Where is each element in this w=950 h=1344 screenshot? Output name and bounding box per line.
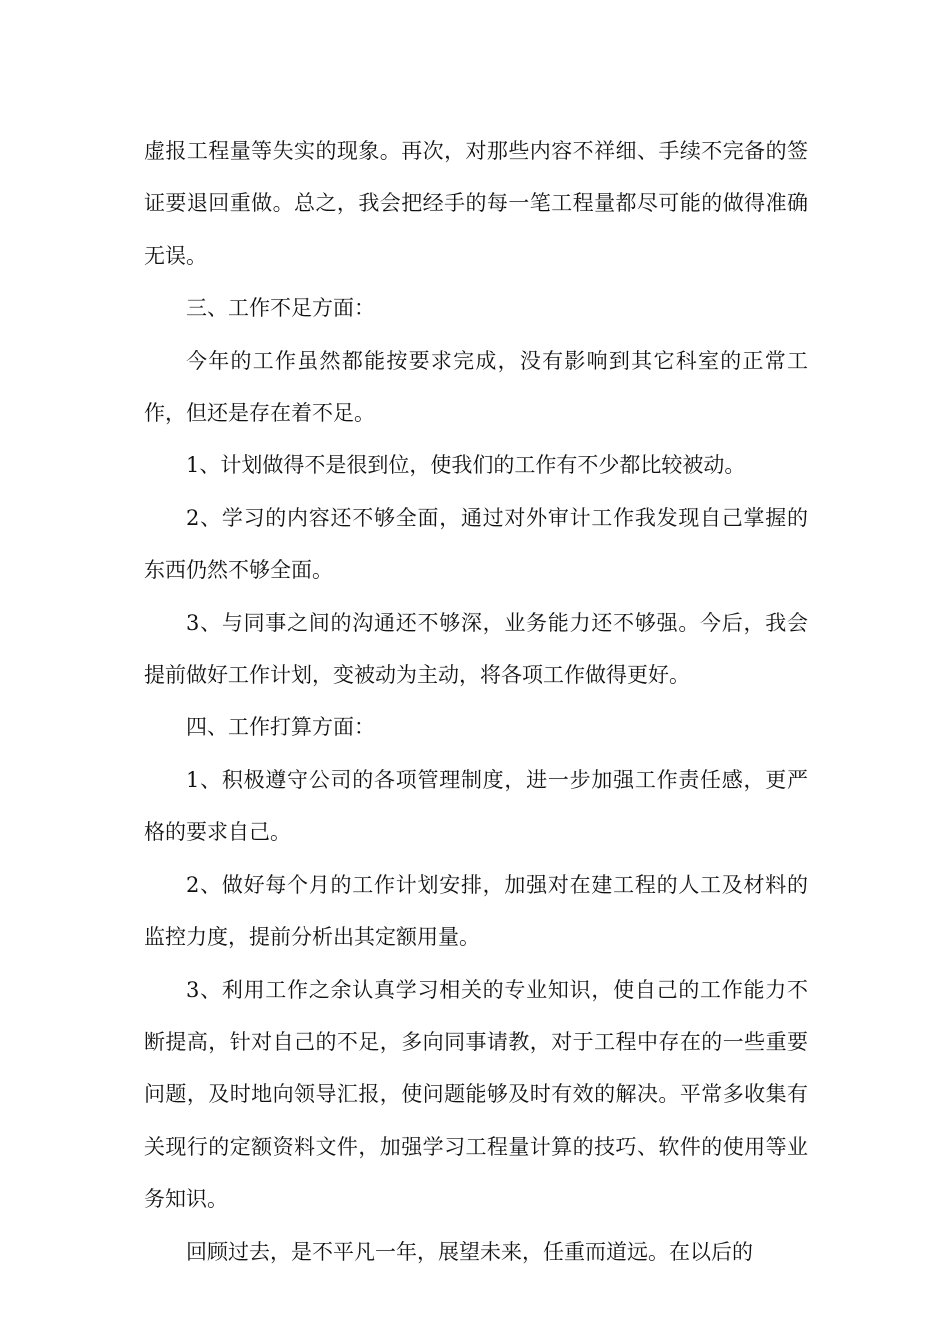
- section-heading-plans: 四、工作打算方面：: [186, 715, 375, 740]
- paragraph-continuation: 虚报工程量等失实的现象。再次，对那些内容不祥细、手续不完备的签证要退回重做。总之，我会把经手的每一笔工程量都尽可能的做得准确无误。: [144, 139, 808, 268]
- list-item-shortcoming-2: 2、学习的内容还不够全面，通过对外审计工作我发现自己掌握的东西仍然不够全面。: [144, 505, 808, 583]
- list-item-shortcoming-3: 3、与同事之间的沟通还不够深，业务能力还不够强。今后，我会提前做好工作计划，变被动为主动，将各项工作做得更好。: [144, 610, 808, 688]
- section-heading-shortcomings: 三、工作不足方面：: [186, 296, 375, 321]
- document-body: [144, 125, 808, 1278]
- list-item-plan-1: 1、积极遵守公司的各项管理制度，进一步加强工作责任感，更严格的要求自己。: [144, 767, 808, 845]
- list-item-shortcoming-1: 1、计划做得不是很到位，使我们的工作有不少都比较被动。: [186, 453, 746, 478]
- paragraph-conclusion: 回顾过去，是不平凡一年，展望未来，任重而道远。在以后的: [186, 1239, 753, 1264]
- list-item-plan-2: 2、做好每个月的工作计划安排，加强对在建工程的人工及材料的监控力度，提前分析出其定额用量。: [144, 872, 808, 950]
- list-item-plan-3: 3、利用工作之余认真学习相关的专业知识，使自己的工作能力不断提高，针对自己的不足，多向同事请教，对于工程中存在的一些重要问题，及时地向领导汇报，使问题能够及时有效的解决。平常多收集有关现行的定额资料文件，加强学习工程量计算的技巧、软件的使用等业务知识。: [144, 977, 808, 1212]
- paragraph-shortcomings-intro: 今年的工作虽然都能按要求完成，没有影响到其它科室的正常工作，但还是存在着不足。: [144, 348, 808, 426]
